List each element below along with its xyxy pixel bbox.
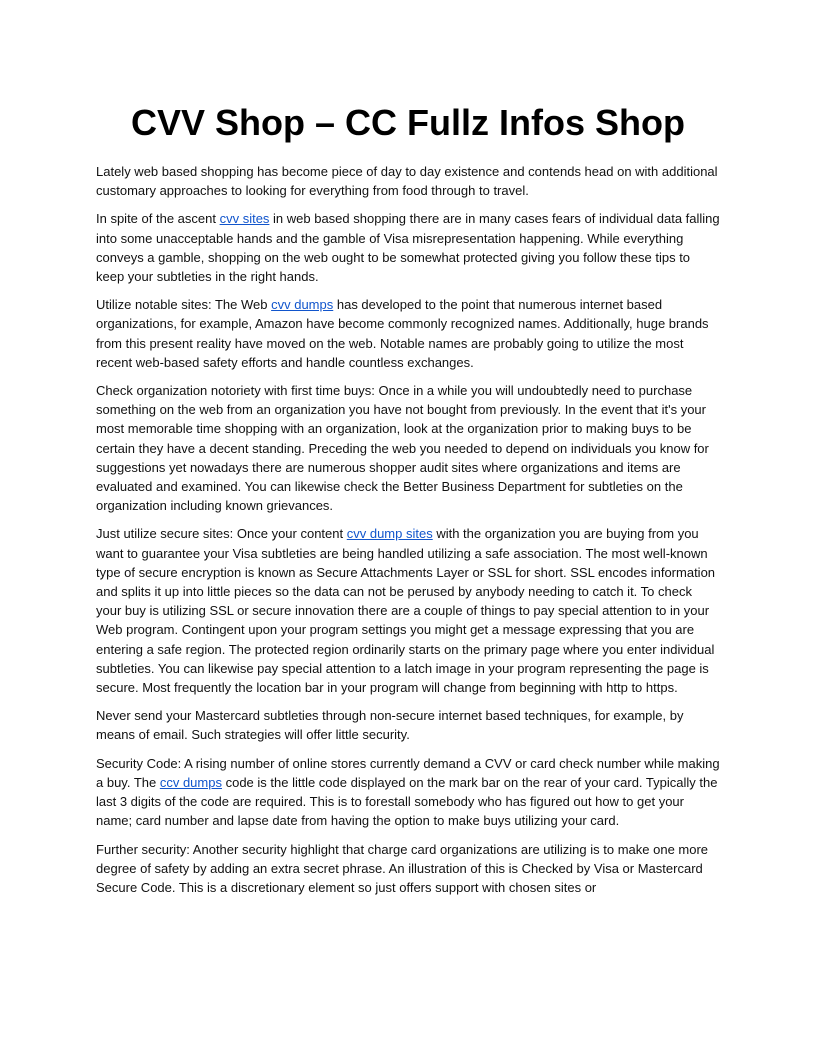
cvv-dump-sites-link[interactable]: cvv dump sites — [346, 526, 433, 542]
paragraph-7-text-after: code is the little code displayed on the mark bar on the rear of your card. Typically the last 3 digits of the code are required. This is to forestall somebody who has figured out how to get your name; card number and lapse date from having the option to make buys utilizing your card. — [96, 774, 718, 829]
cvv-dumps-link[interactable]: cvv dumps — [271, 297, 334, 313]
paragraph-5-text-after: with the organization you are buying from you want to guarantee your Visa subtleties are being handled utilizing a safe association. The most well-known type of secure encryption is known as Secure Attachments Layer or SSL for short. SSL encodes information and splits it up into little pieces so the data can not be perused by anybody needing to catch it. To check your buy is utilizing SSL or secure innovation there are a couple of things to pay special attention to in your Web program. Contingent upon your program settings you might get a message expressing that you are entering a safe region. The protected region ordinarily starts on the primary page where you enter individual subtleties. You can likewise pay special attention to a latch image in your program representing the page is secure. Most frequently the location bar in your program will change from beginning with http to https. — [96, 526, 716, 696]
paragraph-7 — [96, 754, 720, 831]
paragraph-1: Lately web based shopping has become piece of day to day existence and contends head on with additional customary approaches to looking for everything from food through to travel. — [96, 164, 718, 199]
paragraph-2-text-before: In spite of the ascent — [96, 211, 220, 227]
paragraph-5-text-before: Just utilize secure sites: Once your content — [96, 526, 347, 542]
paragraph-3 — [96, 295, 720, 372]
document-page — [96, 96, 720, 906]
paragraph-2 — [96, 209, 720, 286]
paragraph-4: Check organization notoriety with first time buys: Once in a while you will undoubtedly need to purchase something on the web from an organization you have not bought from previously. In the event that it's your most memorable time shopping with an organization, look at the organization prior to making buys to be certain they have a decent standing. Preceding the web you needed to depend on individuals you know for suggestions yet nowadays there are numerous shopper audit sites where organizations and items are evaluated and examined. You can likewise check the Better Business Department for subtleties on the organization including known grievances. — [96, 383, 709, 514]
paragraph-3-text-before: Utilize notable sites: The Web — [96, 297, 272, 313]
cvv-sites-link[interactable]: cvv sites — [219, 211, 270, 227]
paragraph-6: Never send your Mastercard subtleties through non-secure internet based techniques, for example, by means of email. Such strategies will offer little security. — [96, 708, 684, 743]
ccv-dumps-link[interactable]: ccv dumps — [159, 774, 222, 790]
paragraph-2-text-after: in web based shopping there are in many cases fears of individual data falling into some unacceptable hands and the gamble of Visa misrepresentation happening. While everything conveys a gamble, shopping on the web ought to be somewhat protected giving you follow these tips to keep your subtleties in the right hands. — [96, 211, 720, 285]
paragraph-3-text-after: has developed to the point that numerous internet based organizations, for example, Amazon have become commonly recognized names. Additionally, huge brands from this present reality have moved on the web. Notable names are probably going to utilize the most recent web-based safety efforts and handle countless exchanges. — [96, 297, 709, 370]
page-title: CVV Shop – CC Fullz Infos Shop — [131, 102, 685, 143]
paragraph-5 — [96, 524, 720, 697]
paragraph-7-text-before: Security Code: A rising number of online stores currently demand a CVV or card check number while making a buy. The — [96, 755, 720, 790]
paragraph-8: Further security: Another security highlight that charge card organizations are utilizing is to make one more degree of safety by adding an extra secret phrase. An illustration of this is Checked by Visa or Mastercard Secure Code. This is a discretionary element so just offers support with chosen sites or — [96, 841, 709, 895]
